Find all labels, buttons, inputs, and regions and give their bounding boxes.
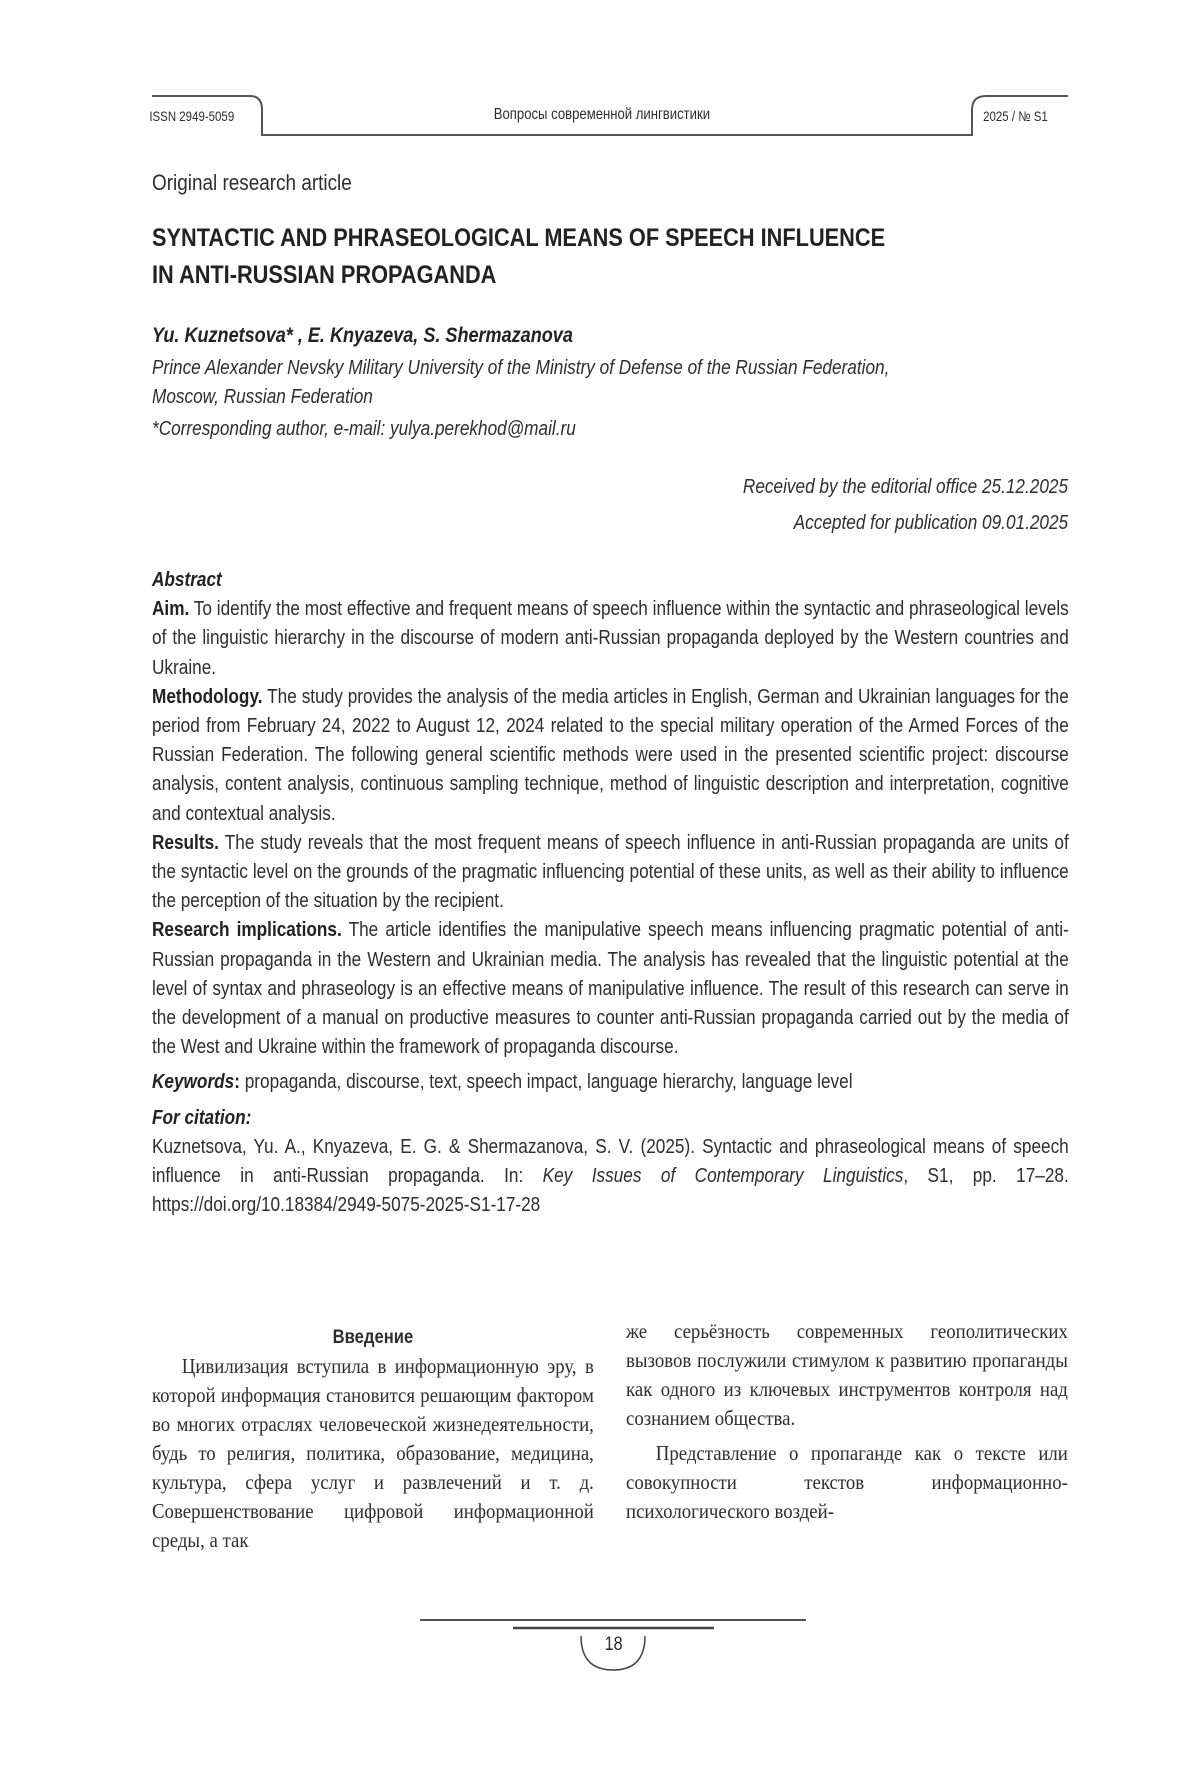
abstract-implications [152,916,1069,1062]
page-footer-frame [0,1600,1200,1680]
keywords-text: propaganda, discourse, text, speech impact, language hierarchy, language level [239,1071,853,1094]
issn: ISSN 2949-5059 [149,108,235,124]
affiliation-line-2: Moscow, Russian Federation [152,386,373,408]
intro-paragraph-2: Представление о пропаганде как о тексте или совокупности текстов информационно-психологического воздей- [626,1441,1068,1523]
methodology-label: Methodology. [152,685,263,708]
keywords [152,1068,1069,1097]
citation-text: Kuznetsova, Yu. A., Knyazeva, E. G. & Shermazanova, S. V. (2025). Syntactic and phraseological means of speech influence in anti-Russian propaganda. In: [152,1135,1069,1188]
page-number: 18 [604,1634,623,1655]
implications-label: Research implications. [152,919,342,942]
abstract [152,566,1069,1220]
article-title-line-2: IN ANTI-RUSSIAN PROPAGANDA [152,261,497,289]
abstract-results [152,829,1069,917]
citation [152,1133,1069,1221]
abstract-aim [152,595,1069,683]
authors: Yu. Kuznetsova* , E. Knyazeva, S. Shermazanova [152,324,573,347]
aim-label: Aim. [152,598,190,621]
article-title-line-1: SYNTACTIC AND PHRASEOLOGICAL MEANS OF SPEECH INFLUENCE [152,224,886,252]
aim-text: To identify the most effective and frequent means of speech influence within the syntactic and phraseological levels of the linguistic hierarchy in the discourse of modern anti-Russian propaganda deployed by the Western countries and Ukraine. [152,598,1069,679]
results-text: The study reveals that the most frequent means of speech influence in anti-Russian propaganda are units of the syntactic level on the grounds of the pragmatic influencing potential of these units, as well as their ability to influence the perception of the situation by the recipient. [152,831,1069,913]
issue-number: 2025 / № S1 [983,108,1048,124]
intro-paragraph-1: Цивилизация вступила в информационную эру, в которой информация становится решающим фактором во многих отраслях человеческой жизнедеятельности, будь то религия, политика, образование, медицина, культура, сфера услуг и развлечений и т. д. Совершенствование цифровой информационной среды, а так [152,1354,594,1552]
accepted-text: Accepted for publication 09.01.2025 [793,512,1068,534]
journal-title: Вопросы современной лингвистики [493,106,711,123]
results-label: Results. [152,831,219,854]
intro-heading: Введение [332,1327,414,1348]
abstract-heading: Abstract [152,569,222,591]
intro-right-column [626,1317,1068,1526]
received-text: Received by the editorial office 25.12.2025 [742,476,1068,498]
corresponding-author: *Corresponding author, e-mail: yulya.perekhod@mail.ru [152,418,576,440]
intro-paragraph-1-continued: же серьёзность современных геополитических вызовов послужили стимулом к развитию пропаганды как одного из ключевых инструментов контроля над сознанием общества. [626,1319,1068,1430]
affiliation-line-1: Prince Alexander Nevsky Military University of the Ministry of Defense of the Russian Federation, [152,357,890,379]
implications-text: The article identifies the manipulative speech means influencing pragmatic potential of anti-Russian propaganda in the Western and Ukrainian media. The analysis has revealed that the linguistic potential at the level of syntax and phraseology is an effective means of manipulative influence. The result of this research can serve in the development of a manual on productive measures to counter anti-Russian propaganda carried out by the media of the West and Ukraine within the framework of propaganda discourse. [152,919,1069,1059]
keywords-colon: : [234,1071,240,1094]
running-header-frame [0,0,1200,150]
citation-heading: For citation: [152,1106,252,1129]
citation-doi: , S1, pp. 17–28. https://doi.org/10.18384/2949-5075-2025-S1-17-28 [152,1165,1069,1217]
keywords-label: Keywords [152,1071,235,1094]
citation-journal: Key Issues of Contemporary Linguistics [542,1165,904,1188]
intro-left-column [152,1323,594,1555]
accepted-date [794,512,1068,535]
received-date [743,476,1068,499]
abstract-methodology [152,683,1069,829]
methodology-text: The study provides the analysis of the media articles in English, German and Ukrainian languages for the period from February 24, 2022 to August 12, 2024 related to the special military operation of the Armed Forces of the Russian Federation. The following general scientific methods were used in the presented scientific project: discourse analysis, content analysis, continuous sampling technique, method of linguistic description and interpretation, cognitive and contextual analysis. [152,685,1069,825]
article-type: Original research article [152,170,352,195]
